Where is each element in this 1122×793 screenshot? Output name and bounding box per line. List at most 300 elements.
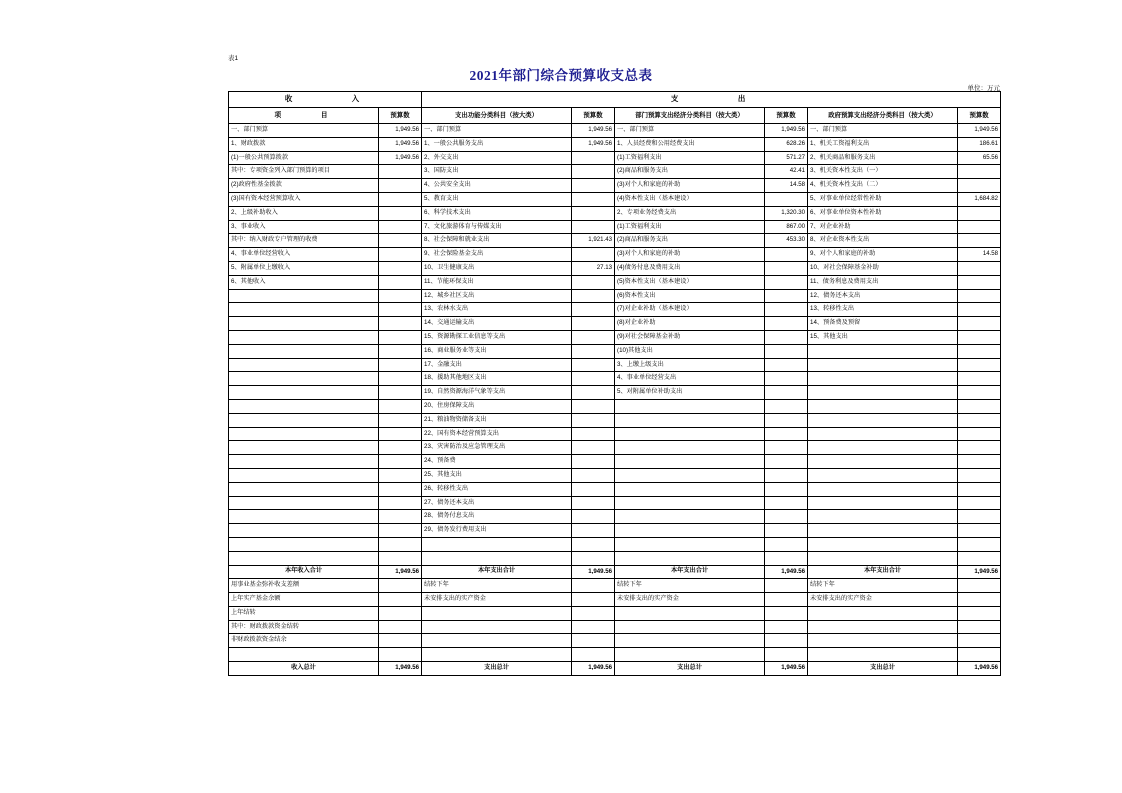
gov-econ-amount <box>958 234 1001 248</box>
gov-econ-amount <box>958 303 1001 317</box>
table-row <box>229 317 1001 331</box>
gov-econ-summary-label <box>808 648 958 662</box>
table-row <box>229 192 1001 206</box>
dept-econ-item: (2)商品和服务支出 <box>615 234 765 248</box>
func-expense-amount <box>572 275 615 289</box>
dept-econ-item <box>615 482 765 496</box>
func-expense-amount <box>572 358 615 372</box>
income-amount <box>379 468 422 482</box>
dept-econ-amount <box>765 330 808 344</box>
table-row <box>229 386 1001 400</box>
gov-econ-item: 15、其他支出 <box>808 330 958 344</box>
income-item <box>229 455 379 469</box>
table-row <box>229 468 1001 482</box>
func-expense-summary-label: 支出总计 <box>422 662 572 676</box>
table-row <box>229 151 1001 165</box>
func-expense-item: 26、转移性支出 <box>422 482 572 496</box>
income-summary-amount <box>379 593 422 607</box>
income-amount: 1,949.56 <box>379 124 422 138</box>
income-amount <box>379 482 422 496</box>
gov-econ-item: 9、对个人和家庭的补助 <box>808 248 958 262</box>
func-expense-item: 17、金融支出 <box>422 358 572 372</box>
func-expense-amount <box>572 330 615 344</box>
gov-econ-amount <box>958 179 1001 193</box>
gov-econ-item: 7、对企业补助 <box>808 220 958 234</box>
func-expense-amount <box>572 317 615 331</box>
func-expense-amount: 1,921.43 <box>572 234 615 248</box>
dept-econ-summary-label <box>615 620 765 634</box>
func-expense-item: 11、节能环保支出 <box>422 275 572 289</box>
income-summary-amount <box>379 620 422 634</box>
gov-econ-summary-label: 结转下年 <box>808 579 958 593</box>
income-amount <box>379 289 422 303</box>
income-amount <box>379 510 422 524</box>
func-expense-item: 9、社会保险基金支出 <box>422 248 572 262</box>
gov-econ-summary-amount: 1,949.56 <box>958 565 1001 579</box>
func-expense-summary-amount <box>572 648 615 662</box>
table-row <box>229 372 1001 386</box>
income-amount <box>379 248 422 262</box>
gov-econ-item: 2、机关商品和服务支出 <box>808 151 958 165</box>
gov-econ-amount <box>958 510 1001 524</box>
income-summary-label: 用事业基金弥补收支差额 <box>229 579 379 593</box>
func-expense-summary-label: 未安排支出的实产资金 <box>422 593 572 607</box>
func-expense-item: 20、住房保障支出 <box>422 399 572 413</box>
table-row <box>229 234 1001 248</box>
income-summary-amount <box>379 634 422 648</box>
header-budget-amount-2: 预算数 <box>572 108 615 124</box>
dept-econ-amount: 1,320.30 <box>765 206 808 220</box>
dept-econ-amount <box>765 524 808 538</box>
gov-econ-amount: 186.61 <box>958 137 1001 151</box>
gov-econ-amount <box>958 358 1001 372</box>
func-expense-summary-label: 结转下年 <box>422 579 572 593</box>
gov-econ-item <box>808 344 958 358</box>
dept-econ-summary-amount: 1,949.56 <box>765 662 808 676</box>
income-amount <box>379 206 422 220</box>
gov-econ-item: 14、预备费及预留 <box>808 317 958 331</box>
gov-econ-item <box>808 537 958 551</box>
func-expense-item: 8、社会保障和就业支出 <box>422 234 572 248</box>
table-row <box>229 179 1001 193</box>
dept-econ-item: (8)对企业补助 <box>615 317 765 331</box>
func-expense-summary-label <box>422 606 572 620</box>
income-item: 3、事业收入 <box>229 220 379 234</box>
table-summary-row <box>229 634 1001 648</box>
dept-econ-summary-label: 未安排支出的实产资金 <box>615 593 765 607</box>
table-row <box>229 206 1001 220</box>
func-expense-amount <box>572 524 615 538</box>
gov-econ-amount: 14.58 <box>958 248 1001 262</box>
gov-econ-summary-amount <box>958 579 1001 593</box>
table-header-group-row <box>229 92 1001 108</box>
table-summary-row <box>229 620 1001 634</box>
income-amount <box>379 551 422 565</box>
income-amount <box>379 234 422 248</box>
income-item: 1、财政拨款 <box>229 137 379 151</box>
income-item: (2)政府性基金拨款 <box>229 179 379 193</box>
dept-econ-summary-amount <box>765 620 808 634</box>
func-expense-item: 6、科学技术支出 <box>422 206 572 220</box>
func-expense-amount <box>572 482 615 496</box>
gov-econ-summary-amount <box>958 634 1001 648</box>
gov-econ-item: 12、债务还本支出 <box>808 289 958 303</box>
income-amount <box>379 413 422 427</box>
func-expense-summary-label <box>422 634 572 648</box>
func-expense-item: 5、教育支出 <box>422 192 572 206</box>
dept-econ-summary-label: 本年支出合计 <box>615 565 765 579</box>
budget-table <box>228 91 1001 676</box>
func-expense-summary-label <box>422 620 572 634</box>
gov-econ-item <box>808 372 958 386</box>
income-summary-label: 收入总计 <box>229 662 379 676</box>
income-amount: 1,949.56 <box>379 137 422 151</box>
func-expense-amount: 1,949.56 <box>572 124 615 138</box>
income-item <box>229 482 379 496</box>
table-summary-row <box>229 662 1001 676</box>
dept-econ-amount: 571.27 <box>765 151 808 165</box>
dept-econ-item <box>615 441 765 455</box>
gov-econ-item: 3、机关资本性支出（一） <box>808 165 958 179</box>
func-expense-amount <box>572 537 615 551</box>
func-expense-item: 28、债务付息支出 <box>422 510 572 524</box>
gov-econ-amount: 1,684.82 <box>958 192 1001 206</box>
gov-econ-amount <box>958 524 1001 538</box>
func-expense-amount <box>572 165 615 179</box>
gov-econ-summary-amount: 1,949.56 <box>958 662 1001 676</box>
func-expense-amount <box>572 468 615 482</box>
income-summary-amount: 1,949.56 <box>379 565 422 579</box>
gov-econ-summary-amount <box>958 620 1001 634</box>
func-expense-amount <box>572 303 615 317</box>
income-summary-label: 其中：财政拨款资金结转 <box>229 620 379 634</box>
dept-econ-summary-label <box>615 634 765 648</box>
income-amount <box>379 192 422 206</box>
dept-econ-amount: 453.30 <box>765 234 808 248</box>
dept-econ-amount <box>765 261 808 275</box>
gov-econ-item <box>808 468 958 482</box>
dept-econ-item <box>615 537 765 551</box>
dept-econ-amount <box>765 275 808 289</box>
gov-econ-item: 4、机关资本性支出（二） <box>808 179 958 193</box>
gov-econ-item: 11、债务利息及费用支出 <box>808 275 958 289</box>
table-row <box>229 551 1001 565</box>
gov-econ-amount <box>958 206 1001 220</box>
dept-econ-amount <box>765 289 808 303</box>
table-row <box>229 482 1001 496</box>
func-expense-amount <box>572 399 615 413</box>
dept-econ-item <box>615 427 765 441</box>
dept-econ-amount: 867.00 <box>765 220 808 234</box>
func-expense-amount <box>572 179 615 193</box>
gov-econ-amount <box>958 551 1001 565</box>
func-expense-item: 12、城乡社区支出 <box>422 289 572 303</box>
budget-table-container <box>228 91 1000 676</box>
table-row <box>229 124 1001 138</box>
dept-econ-summary-amount <box>765 579 808 593</box>
dept-econ-item: (10)其他支出 <box>615 344 765 358</box>
income-amount: 1,949.56 <box>379 151 422 165</box>
income-item: 其中：纳入财政专户管理的收费 <box>229 234 379 248</box>
gov-econ-summary-amount <box>958 648 1001 662</box>
gov-econ-amount <box>958 399 1001 413</box>
dept-econ-item: (9)对社会保障基金补助 <box>615 330 765 344</box>
income-amount <box>379 165 422 179</box>
func-expense-amount <box>572 206 615 220</box>
dept-econ-amount <box>765 551 808 565</box>
header-expense-group: 支 出 <box>422 92 1001 108</box>
func-expense-item: 16、商业服务业等支出 <box>422 344 572 358</box>
gov-econ-item: 6、对事业单位资本性补助 <box>808 206 958 220</box>
income-amount <box>379 399 422 413</box>
func-expense-item: 7、文化旅游体育与传媒支出 <box>422 220 572 234</box>
gov-econ-amount <box>958 261 1001 275</box>
func-expense-amount: 27.13 <box>572 261 615 275</box>
gov-econ-item: 8、对企业资本性支出 <box>808 234 958 248</box>
func-expense-amount <box>572 496 615 510</box>
func-expense-summary-amount <box>572 593 615 607</box>
income-item <box>229 358 379 372</box>
gov-econ-summary-label: 支出总计 <box>808 662 958 676</box>
table-row <box>229 261 1001 275</box>
dept-econ-item <box>615 413 765 427</box>
gov-econ-item <box>808 399 958 413</box>
table-row <box>229 441 1001 455</box>
income-item <box>229 372 379 386</box>
func-expense-amount <box>572 510 615 524</box>
gov-econ-amount <box>958 165 1001 179</box>
func-expense-item: 22、国有资本经营预算支出 <box>422 427 572 441</box>
gov-econ-amount: 65.56 <box>958 151 1001 165</box>
dept-econ-amount <box>765 317 808 331</box>
gov-econ-summary-label <box>808 620 958 634</box>
header-dept-econ-class: 部门预算支出经济分类科目（按大类） <box>615 108 765 124</box>
gov-econ-amount <box>958 496 1001 510</box>
func-expense-item: 3、国防支出 <box>422 165 572 179</box>
dept-econ-summary-label <box>615 648 765 662</box>
dept-econ-amount <box>765 248 808 262</box>
func-expense-amount <box>572 372 615 386</box>
func-expense-amount <box>572 151 615 165</box>
gov-econ-amount <box>958 220 1001 234</box>
func-expense-summary-label <box>422 648 572 662</box>
dept-econ-summary-amount <box>765 634 808 648</box>
gov-econ-item: 1、机关工资福利支出 <box>808 137 958 151</box>
income-item <box>229 303 379 317</box>
func-expense-summary-amount: 1,949.56 <box>572 565 615 579</box>
dept-econ-item: (6)资本性支出 <box>615 289 765 303</box>
income-item: 其中：专项资金列入部门预算的项目 <box>229 165 379 179</box>
func-expense-summary-amount <box>572 620 615 634</box>
income-summary-amount <box>379 648 422 662</box>
income-item <box>229 496 379 510</box>
dept-econ-amount <box>765 482 808 496</box>
dept-econ-amount: 42.41 <box>765 165 808 179</box>
dept-econ-item: 1、人员经费和公用经费支出 <box>615 137 765 151</box>
gov-econ-amount <box>958 427 1001 441</box>
income-item <box>229 441 379 455</box>
income-amount <box>379 358 422 372</box>
dept-econ-item: 3、上缴上级支出 <box>615 358 765 372</box>
dept-econ-item: 5、对附属单位补助支出 <box>615 386 765 400</box>
dept-econ-amount <box>765 399 808 413</box>
table-row <box>229 399 1001 413</box>
gov-econ-amount <box>958 275 1001 289</box>
func-expense-item: 10、卫生健康支出 <box>422 261 572 275</box>
income-summary-amount <box>379 579 422 593</box>
income-item: (3)国有资本经营预算收入 <box>229 192 379 206</box>
income-amount <box>379 441 422 455</box>
income-item <box>229 399 379 413</box>
dept-econ-summary-label: 结转下年 <box>615 579 765 593</box>
header-econ-class: 支出功能分类科目（按大类） <box>422 108 572 124</box>
income-summary-amount: 1,949.56 <box>379 662 422 676</box>
income-summary-label: 上年实产基金余额 <box>229 593 379 607</box>
income-item <box>229 427 379 441</box>
dept-econ-item: (2)商品和服务支出 <box>615 165 765 179</box>
income-amount <box>379 386 422 400</box>
func-expense-amount <box>572 289 615 303</box>
dept-econ-amount <box>765 496 808 510</box>
gov-econ-summary-label <box>808 634 958 648</box>
income-amount <box>379 537 422 551</box>
income-item: 2、上级补助收入 <box>229 206 379 220</box>
table-row <box>229 413 1001 427</box>
table-header-column-row <box>229 108 1001 124</box>
income-item <box>229 317 379 331</box>
func-expense-summary-amount <box>572 606 615 620</box>
gov-econ-amount <box>958 330 1001 344</box>
func-expense-summary-amount: 1,949.56 <box>572 662 615 676</box>
dept-econ-amount <box>765 386 808 400</box>
income-summary-label <box>229 648 379 662</box>
func-expense-item: 29、债务发行费用支出 <box>422 524 572 538</box>
gov-econ-item <box>808 427 958 441</box>
header-income-group: 收 入 <box>229 92 422 108</box>
func-expense-item: 23、灾害防治及应急管理支出 <box>422 441 572 455</box>
table-row <box>229 137 1001 151</box>
dept-econ-amount: 1,949.56 <box>765 124 808 138</box>
dept-econ-amount <box>765 413 808 427</box>
dept-econ-amount <box>765 192 808 206</box>
func-expense-item: 14、交通运输支出 <box>422 317 572 331</box>
func-expense-summary-label: 本年支出合计 <box>422 565 572 579</box>
func-expense-summary-amount <box>572 634 615 648</box>
gov-econ-item <box>808 551 958 565</box>
dept-econ-item: (1)工资福利支出 <box>615 151 765 165</box>
dept-econ-amount <box>765 372 808 386</box>
func-expense-amount <box>572 551 615 565</box>
dept-econ-item: 4、事业单位经营支出 <box>615 372 765 386</box>
func-expense-amount <box>572 441 615 455</box>
header-item: 项 目 <box>229 108 379 124</box>
income-amount <box>379 220 422 234</box>
table-row <box>229 303 1001 317</box>
table-row <box>229 496 1001 510</box>
func-expense-item: 24、预备费 <box>422 455 572 469</box>
dept-econ-item: (3)对个人和家庭的补助 <box>615 248 765 262</box>
gov-econ-item: 一、部门预算 <box>808 124 958 138</box>
func-expense-item: 19、自然资源海洋气象等支出 <box>422 386 572 400</box>
income-item <box>229 537 379 551</box>
income-item: (1)一般公共预算拨款 <box>229 151 379 165</box>
dept-econ-amount <box>765 344 808 358</box>
income-item: 一、部门预算 <box>229 124 379 138</box>
income-item <box>229 524 379 538</box>
income-amount <box>379 261 422 275</box>
func-expense-amount <box>572 455 615 469</box>
table-row <box>229 275 1001 289</box>
income-summary-label: 非财政拨款资金结余 <box>229 634 379 648</box>
income-item: 6、其他收入 <box>229 275 379 289</box>
table-row <box>229 524 1001 538</box>
dept-econ-item <box>615 468 765 482</box>
gov-econ-item <box>808 510 958 524</box>
dept-econ-amount <box>765 468 808 482</box>
table-summary-row <box>229 565 1001 579</box>
table-summary-row <box>229 648 1001 662</box>
income-item <box>229 413 379 427</box>
income-item: 4、事业单位经营收入 <box>229 248 379 262</box>
gov-econ-item: 10、对社会保障基金补助 <box>808 261 958 275</box>
dept-econ-item: (4)资本性支出（基本建设） <box>615 192 765 206</box>
dept-econ-amount: 628.26 <box>765 137 808 151</box>
income-item <box>229 330 379 344</box>
gov-econ-amount <box>958 344 1001 358</box>
func-expense-item <box>422 537 572 551</box>
gov-econ-amount <box>958 441 1001 455</box>
func-expense-amount <box>572 386 615 400</box>
income-item <box>229 386 379 400</box>
income-item: 5、附属单位上缴收入 <box>229 261 379 275</box>
header-budget-amount-4: 预算数 <box>958 108 1001 124</box>
gov-econ-item <box>808 413 958 427</box>
dept-econ-summary-amount: 1,949.56 <box>765 565 808 579</box>
dept-econ-item <box>615 551 765 565</box>
func-expense-amount <box>572 192 615 206</box>
dept-econ-item: (3)对个人和家庭的补助 <box>615 179 765 193</box>
income-amount <box>379 330 422 344</box>
income-item <box>229 468 379 482</box>
func-expense-item <box>422 551 572 565</box>
gov-econ-summary-amount <box>958 593 1001 607</box>
func-expense-item: 13、农林水支出 <box>422 303 572 317</box>
dept-econ-item <box>615 455 765 469</box>
dept-econ-amount <box>765 510 808 524</box>
gov-econ-amount <box>958 372 1001 386</box>
gov-econ-item <box>808 358 958 372</box>
dept-econ-item <box>615 399 765 413</box>
gov-econ-item: 5、对事业单位经常性补助 <box>808 192 958 206</box>
table-row <box>229 358 1001 372</box>
func-expense-amount <box>572 344 615 358</box>
table-row <box>229 455 1001 469</box>
gov-econ-item <box>808 455 958 469</box>
dept-econ-amount: 14.58 <box>765 179 808 193</box>
gov-econ-amount <box>958 455 1001 469</box>
gov-econ-amount <box>958 482 1001 496</box>
func-expense-amount <box>572 220 615 234</box>
func-expense-amount <box>572 413 615 427</box>
gov-econ-item <box>808 524 958 538</box>
header-budget-amount-1: 预算数 <box>379 108 422 124</box>
income-summary-label: 上年结转 <box>229 606 379 620</box>
func-expense-amount <box>572 248 615 262</box>
table-summary-row <box>229 606 1001 620</box>
dept-econ-item <box>615 510 765 524</box>
dept-econ-item: 2、专项业务经费支出 <box>615 206 765 220</box>
dept-econ-summary-amount <box>765 593 808 607</box>
